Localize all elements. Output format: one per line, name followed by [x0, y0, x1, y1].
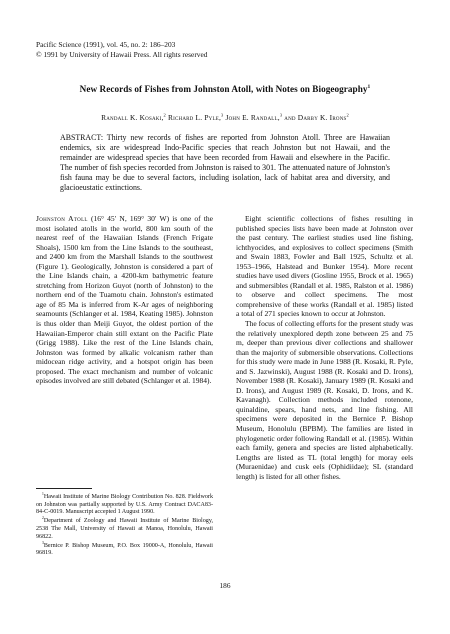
footnote: [36, 540, 213, 558]
body-paragraph: Eight scientific collections of fishes resulting in published species lists have been made at Johnston over the past century. The earliest studies used line fishing, ichthyocides, and explosives to collect specimens (Smith and Swain 1883, Fowler and Ball 1925, Schultz et al. 1953–1966, Halstead and Bunker 1954). More recent studies have used divers (Gosline 1955, Brock et al. 1965) and submersibles (Randall et al. 1985, Ralston et al. 1986) to observe and collect specimens. The most comprehensive of these works (Randall et al. 1985) listed a total of 271 species known to occur at Johnston.: [236, 214, 413, 319]
journal-citation: Pacific Science (1991), vol. 45, no. 2: 186–203: [36, 40, 176, 49]
author-affiliation-marker: 2: [163, 112, 166, 118]
title-footnote-marker: 1: [367, 83, 371, 90]
body-paragraph: [36, 214, 213, 386]
copyright-notice: © 1991 by University of Hawaii Press. All rights reserved: [36, 49, 208, 59]
author-list: [36, 113, 414, 123]
body-column-left: [36, 214, 213, 386]
author-name: and Darby K. Irons: [284, 113, 347, 122]
author-name: John E. Randall,: [225, 113, 280, 122]
footnote-marker: 3: [42, 540, 44, 545]
body-paragraph: The focus of collecting efforts for the present study was the relatively unexplored depth zone between 25 and 75 m, deeper than previous diver collections and shallower than the majority of submersible observations. Collections for this study were made in June 1988 (R. Kosaki, R. Pyle, and S. Jazwinski), August 1988 (R. Kosaki and D. Irons), November 1988 (R. Kosaki), January 1989 (R. Kosaki and D. Irons), and August 1989 (R. Kosaki, D. Irons, and K. Kavanagh). Collection methods included rotenone, quinaldine, spears, hand nets, and line fishing. All specimens were deposited in the Bernice P. Bishop Museum, Honolulu (BPBM). The families are listed in phylogenetic order following Randall et al. (1985). Within each family, genera and species are listed alphabetically. Lengths are listed as TL (total length) for moray eels (Muraenidae) and cusk eels (Ophidiidae); SL (standard length) is listed for all other fishes.: [236, 319, 413, 481]
lead-in: Johnston Atoll: [36, 214, 88, 223]
author-affiliation-marker: 3: [221, 112, 224, 118]
footnote-text: Department of Zoology and Hawaii Institute of Marine Biology, 2538 The Mall, University of Hawaii at Manoa, Honolulu, Hawaii 96822.: [36, 518, 213, 540]
footnote-marker: 1: [42, 492, 44, 496]
body-column-right: [236, 214, 413, 481]
article-title-text: New Records of Fishes from Johnston Atoll, with Notes on Biogeography: [79, 84, 368, 94]
journal-header: [36, 40, 207, 60]
author-name: Richard L. Pyle,: [167, 113, 222, 122]
footnotes: [36, 494, 213, 559]
paragraph-text: (16° 45′ N, 169° 30′ W) is one of the most isolated atolls in the world, 800 km south of the nearest reef of the Hawaiian Islands (French Frigate Shoals), 1500 km from the Line Islands to the southeast, and 2400 km from the Marshall Islands to the southwest (Figure 1). Geologically, Johnston is considered a part of the Line Islands chain, a 4200-km bathymetric feature stretching from Horizon Guyot (north of Johnston) to the northern end of the Tuamotu chain. Johnston's estimated age of 85 Ma is inferred from K-Ar ages of neighboring seamounts (Schlanger et al. 1984, Keating 1985). Johnston is thus older than Meiji Guyot, the oldest portion of the Hawaiian-Emperor chain still extant on the Pacific Plate (Grigg 1988). Like the rest of the Line Islands chain, Johnston was formed by alkalic volcanism rather than midocean ridge activity, and a hotspot origin has been proposed. The exact mechanism and number of volcanic episodes involved are still debated (Schlanger et al. 1984).: [36, 214, 213, 386]
page-number: 186: [219, 581, 231, 590]
author-affiliation-marker: 2: [346, 112, 349, 118]
footnote-divider: [36, 488, 92, 489]
abstract: ABSTRACT: Thirty new records of fishes are reported from Johnston Atoll. Three are Hawaiian endemics, six are widespread Indo-Pacific species that reach Johnston but not Hawaii, and the remainder are widespread species that have been recorded from Hawaii and elsewhere in the Pacific. The number of fish species recorded from Johnston is raised to 301. The attenuated nature of Johnston's fish fauna may be due to several factors, including isolation, lack of habitat area and diversity, and glacioeustatic extinctions.: [60, 133, 390, 192]
article-title: [36, 83, 414, 95]
footnote-text: Hawaii Institute of Marine Biology Contribution No. 828. Fieldwork on Johnston was partially supported by U.S. Army Contract DACA83-84-C-0019. Manuscript accepted 1 August 1990.: [36, 494, 213, 516]
footnote: [36, 494, 213, 517]
footnote: [36, 518, 213, 541]
author-name: Randall K. Kosaki,: [101, 113, 164, 122]
author-affiliation-marker: 3: [279, 112, 283, 118]
footnote-text: Bernice P. Bishop Museum, P.O. Box 19000-A, Honolulu, Hawaii 96819.: [36, 542, 213, 557]
footnote-marker: 2: [42, 516, 44, 521]
